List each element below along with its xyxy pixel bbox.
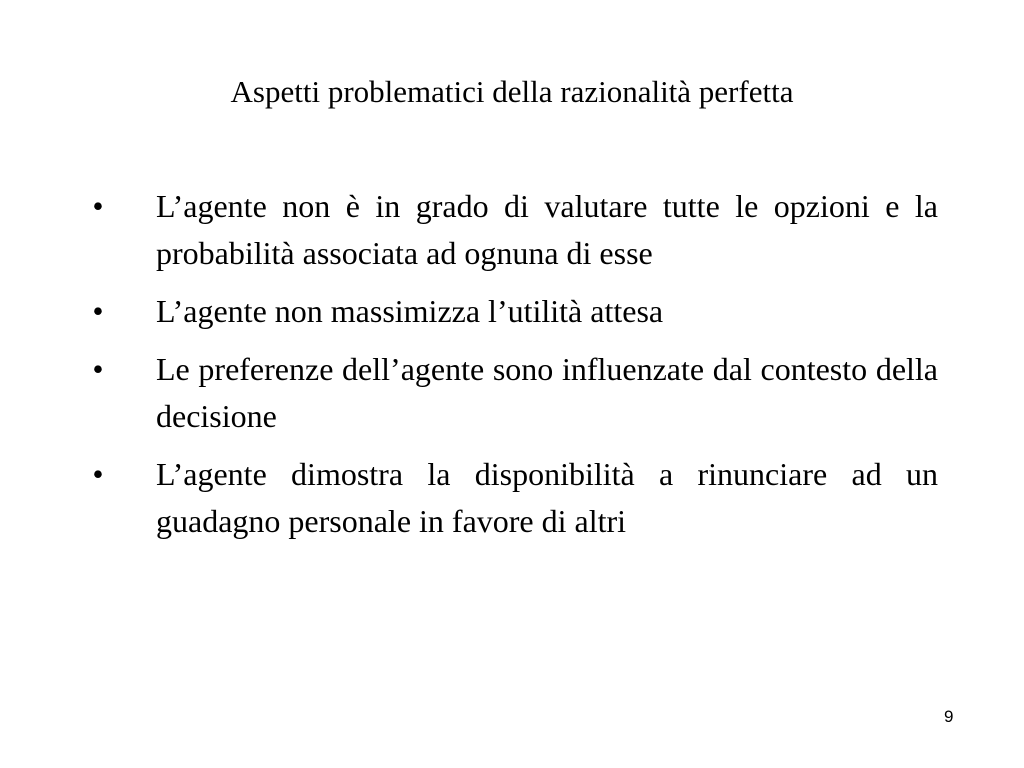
bullet-marker: •: [92, 456, 104, 492]
bullet-text: L’agente dimostra la disponibilità a rinunciare ad un guadagno personale in favore di altri: [156, 456, 938, 539]
page-number: 9: [944, 707, 954, 726]
bullet-item: [86, 451, 938, 545]
bullet-text: L’agente non massimizza l’utilità attesa: [156, 293, 664, 329]
bullet-marker: •: [92, 293, 104, 329]
slide-title: Aspetti problematici della razionalità perfetta: [230, 74, 794, 109]
bullet-text: L’agente non è in grado di valutare tutte le opzioni e la probabilità associata ad ognuna di esse: [156, 188, 938, 271]
bullet-list: [86, 183, 938, 556]
bullet-item: [86, 183, 938, 277]
bullet-marker: •: [92, 188, 104, 224]
bullet-marker: •: [92, 351, 104, 387]
bullet-item: [86, 288, 938, 335]
bullet-text: Le preferenze dell’agente sono influenzate dal contesto della decisione: [156, 351, 938, 434]
bullet-item: [86, 346, 938, 440]
